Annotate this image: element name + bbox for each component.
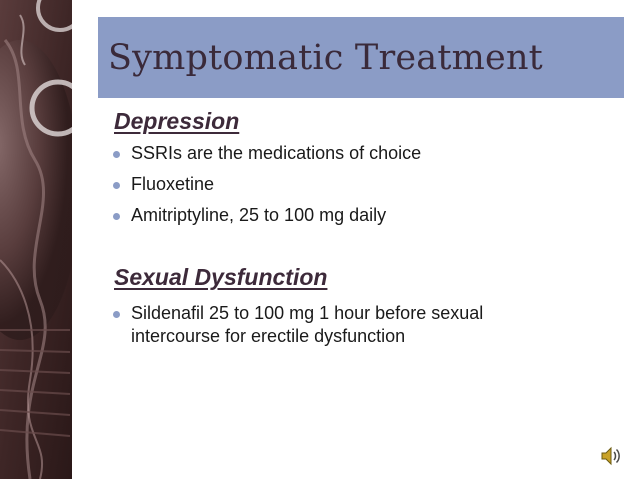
list-item: Fluoxetine <box>110 173 580 196</box>
list-item: SSRIs are the medications of choice <box>110 142 580 165</box>
bullet-icon <box>113 311 120 318</box>
list-item: Amitriptyline, 25 to 100 mg daily <box>110 204 580 227</box>
depression-bullet-list <box>110 142 580 227</box>
bullet-icon <box>113 151 120 158</box>
list-item: Sildenafil 25 to 100 mg 1 hour before sexual intercourse for erectile dysfunction <box>110 302 570 348</box>
speaker-icon[interactable] <box>600 446 622 466</box>
section-heading-depression: Depression <box>114 108 240 134</box>
mri-side-image <box>0 0 72 479</box>
slide-title: Symptomatic Treatment <box>108 38 543 78</box>
section-heading-sexual-dysfunction: Sexual Dysfunction <box>114 264 328 290</box>
bullet-icon <box>113 182 120 189</box>
bullet-icon <box>113 213 120 220</box>
sexual-dysfunction-bullet-list <box>110 302 570 348</box>
